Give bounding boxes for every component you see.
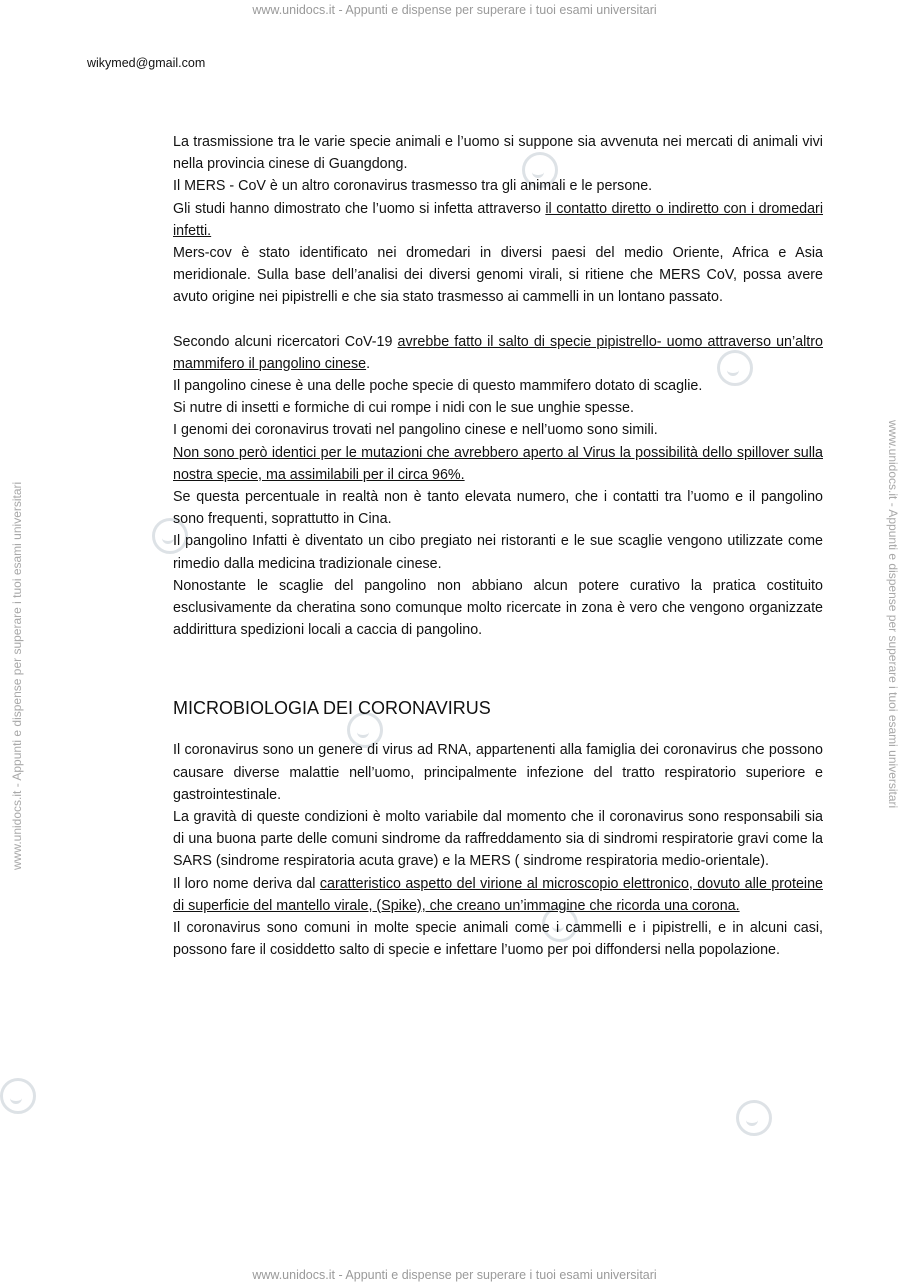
paragraph: La trasmissione tra le varie specie animali e l’uomo si suppone sia avvenuta nei mercati di animali vivi nella provincia cinese di Guangdong. — [173, 134, 823, 173]
paragraph: Se questa percentuale in realtà non è tanto elevata numero, che i contatti tra l’uomo e il pangolino sono frequenti, soprattutto in Cina. — [173, 489, 823, 528]
paragraph: Il MERS - CoV è un altro coronavirus trasmesso tra gli animali e le persone. — [173, 178, 653, 195]
paragraph: I genomi dei coronavirus trovati nel pangolino cinese e nell’uomo sono simili. — [173, 422, 658, 439]
section-heading: MICROBIOLOGIA DEI CORONAVIRUS — [173, 698, 491, 719]
underlined-text: il contatto diretto o indiretto con i dromedari infetti. — [173, 200, 823, 239]
paragraph: Secondo alcuni ricercatori CoV-19 avrebbe fatto il salto di specie pipistrello- uomo attraverso un’altro mammifero il pangolino cinese. — [173, 333, 823, 372]
paragraph: Gli studi hanno dimostrato che l’uomo si infetta attraverso il contatto diretto o indiretto con i dromedari infetti. — [173, 200, 823, 239]
watermark-left: www.unidocs.it - Appunti e dispense per superare i tuoi esami universitari — [10, 481, 24, 870]
paragraph: Il coronavirus sono un genere di virus ad RNA, appartenenti alla famiglia dei coronavirus che possono causare diverse malattie nell’uomo, principalmente infezione del tratto respiratorio superiore e gastrointestinale. — [173, 742, 823, 803]
watermark-bottom: www.unidocs.it - Appunti e dispense per superare i tuoi esami universitari — [252, 1268, 657, 1282]
document-body — [173, 131, 823, 962]
paragraph — [173, 442, 823, 486]
underlined-text: caratteristico aspetto del virione al microscopio elettronico, dovuto alle proteine di superficie del mantello virale, (Spike), che creano un’immagine che ricorda una corona. — [173, 875, 823, 914]
paragraph: Si nutre di insetti e formiche di cui rompe i nidi con le sue unghie spesse. — [173, 400, 634, 417]
paragraph: Il loro nome deriva dal caratteristico aspetto del virione al microscopio elettronico, dovuto alle proteine di superficie del mantello virale, (Spike), che creano un’immagine che ricorda una corona. — [173, 875, 823, 914]
paragraph: Mers-cov è stato identificato nei dromedari in diversi paesi del medio Oriente, Africa e Asia meridionale. Sulla base dell’analisi dei diversi genomi virali, si ritiene che MERS CoV, possa avere avuto origine nei pipistrelli e che sia stato trasmesso ai cammelli in un lontano passato. — [173, 245, 823, 306]
paragraph: La gravità di queste condizioni è molto variabile dal momento che il coronavirus sono responsabili sia di una buona parte delle comuni sindrome da raffreddamento sia di sindromi respiratorie gravi come la SARS (sindrome respiratoria acuta grave) e la MERS ( sindrome respiratoria medio-orientale). — [173, 809, 823, 870]
underlined-text: avrebbe fatto il salto di specie pipistrello- uomo attraverso un’altro mammifero il pangolino cinese — [173, 333, 823, 372]
author-email: wikymed@gmail.com — [87, 56, 206, 70]
paragraph: Il pangolino cinese è una delle poche specie di questo mammifero dotato di scaglie. — [173, 378, 703, 395]
underlined-text: Non sono però identici per le mutazioni che avrebbero aperto al Virus la possibilità dello spillover sulla nostra specie, ma assimilabili per il circa 96%. — [173, 444, 823, 483]
watermark-right: www.unidocs.it - Appunti e dispense per superare i tuoi esami universitari — [886, 420, 900, 809]
paragraph: Nonostante le scaglie del pangolino non abbiano alcun potere curativo la pratica costituito esclusivamente da cheratina sono comunque molto ricercate in zona è vero che vengono organizzate addirittura spedizioni locali a caccia di pangolino. — [173, 577, 823, 639]
paragraph: Il pangolino Infatti è diventato un cibo pregiato nei ristoranti e le sue scaglie vengono utilizzate come rimedio dalla medicina tradizionale cinese. — [173, 533, 823, 572]
watermark-top: www.unidocs.it - Appunti e dispense per superare i tuoi esami universitari — [252, 3, 657, 17]
unidocs-logo-icon — [0, 1078, 36, 1114]
paragraph: Il coronavirus sono comuni in molte specie animali come i cammelli e i pipistrelli, e in alcuni casi, possono fare il cosiddetto salto di specie e infettare l’uomo per poi diffondersi nella popolazione. — [173, 920, 823, 959]
unidocs-logo-icon — [736, 1100, 772, 1136]
